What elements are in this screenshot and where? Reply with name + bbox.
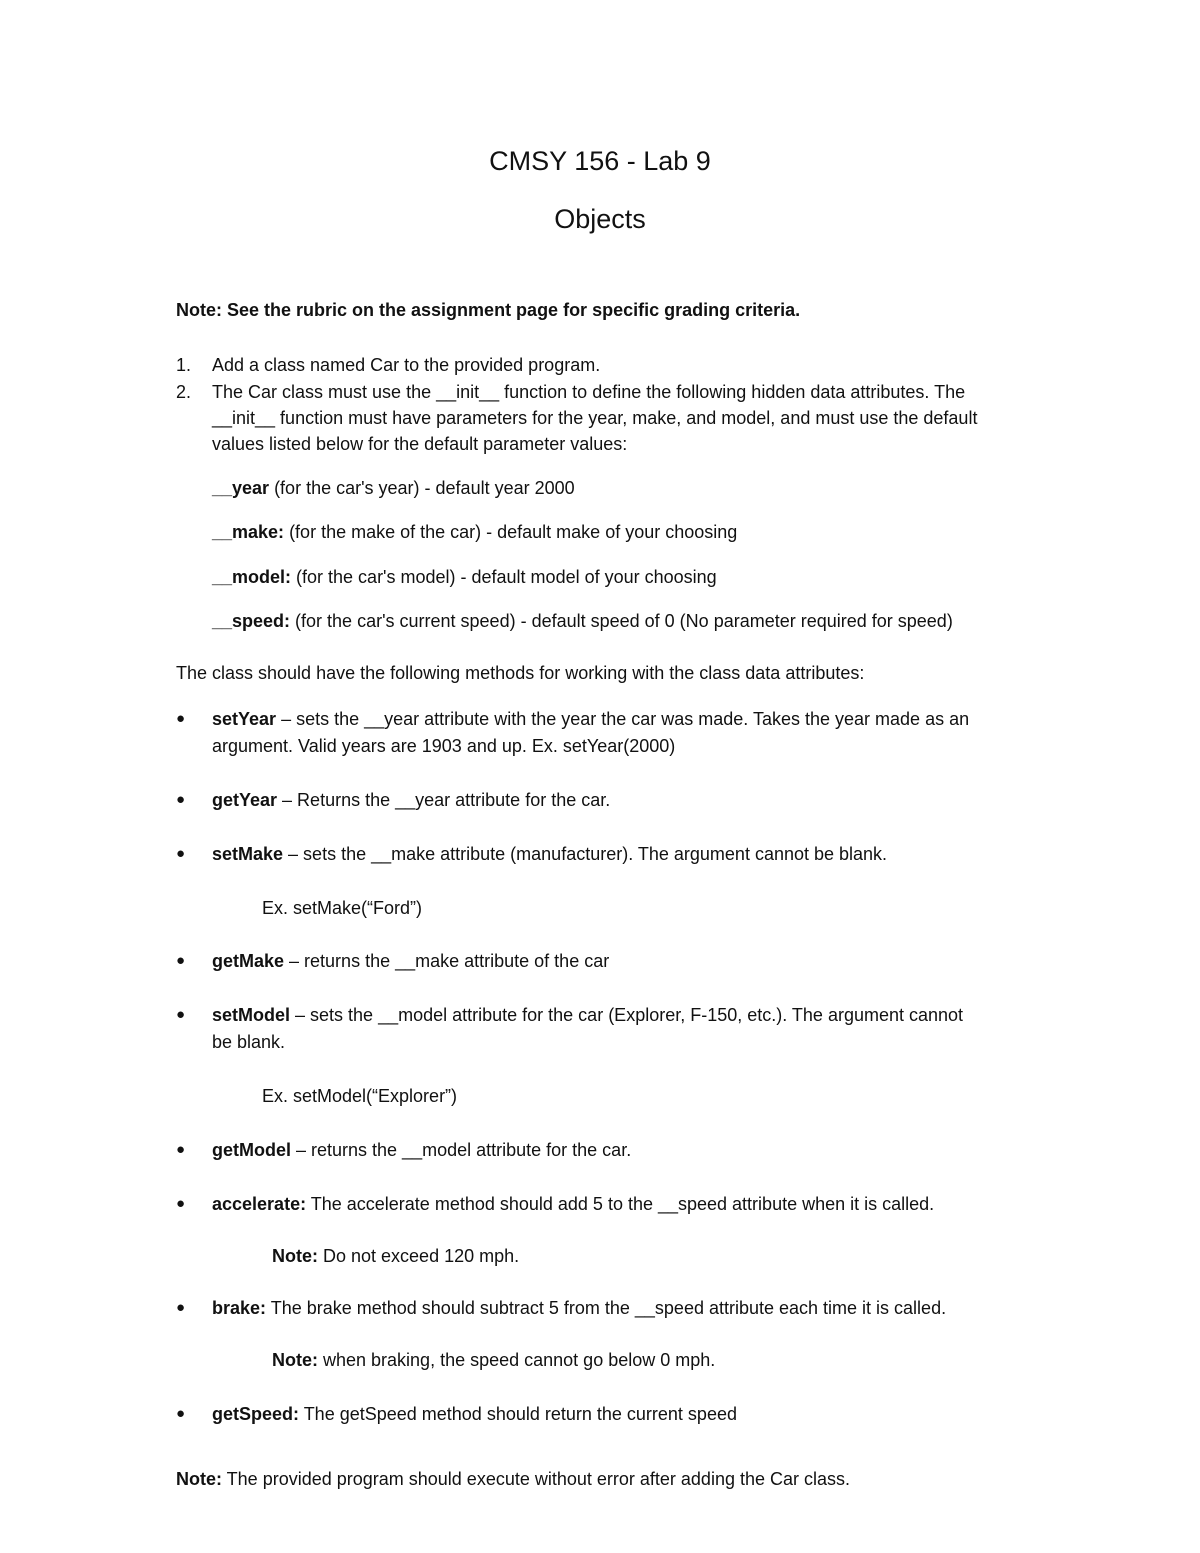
- bullet-icon: ●: [176, 1195, 186, 1212]
- bullet-icon: ●: [176, 845, 186, 862]
- page-title: CMSY 156 - Lab 9: [489, 146, 711, 176]
- attribute-year: [212, 475, 575, 501]
- grading-note: Note: See the rubric on the assignment page for specific grading criteria.: [176, 300, 801, 320]
- attribute-name: __year: [212, 478, 270, 498]
- method-desc: – returns the __model attribute for the car.: [291, 1140, 632, 1160]
- bullet-icon: ●: [176, 1006, 186, 1023]
- attribute-make: [212, 519, 737, 545]
- method-brake-note: [272, 1347, 715, 1373]
- list-item-2-line-3: values listed below for the default parameter values:: [212, 434, 628, 454]
- method-name: getMake: [212, 951, 285, 971]
- note-label: Note:: [272, 1350, 318, 1370]
- method-name: accelerate:: [212, 1194, 307, 1214]
- method-setyear-line-2: argument. Valid years are 1903 and up. Ex. setYear(2000): [212, 736, 676, 756]
- method-name: getSpeed:: [212, 1404, 300, 1424]
- list-item-2-line-2: __init__ function must have parameters for the year, make, and model, and must use the default: [212, 408, 978, 428]
- method-desc: The getSpeed method should return the current speed: [299, 1404, 737, 1424]
- attribute-speed: [212, 608, 953, 634]
- method-setmodel-line-2: be blank.: [212, 1032, 286, 1052]
- list-number-2: 2.: [176, 382, 192, 402]
- method-name: brake:: [212, 1298, 267, 1318]
- bullet-icon: ●: [176, 791, 186, 808]
- method-accelerate-note: [272, 1243, 519, 1269]
- bullet-icon: ●: [176, 710, 186, 727]
- method-name: setYear: [212, 709, 277, 729]
- attribute-desc: (for the make of the car) - default make of your choosing: [284, 522, 738, 542]
- attribute-name: __model:: [212, 567, 292, 587]
- method-desc: – sets the __model attribute for the car (Explorer, F-150, etc.). The argument cannot: [290, 1005, 964, 1025]
- attribute-desc: (for the car's current speed) - default speed of 0 (No parameter required for speed): [290, 611, 953, 631]
- final-note: [176, 1466, 850, 1492]
- method-name: getYear: [212, 790, 278, 810]
- attribute-name: __speed:: [212, 611, 291, 631]
- method-setmake: [212, 841, 887, 867]
- method-getmodel: [212, 1137, 631, 1163]
- page-subtitle: Objects: [554, 204, 646, 234]
- note-label: Note:: [176, 1469, 222, 1489]
- method-name: setModel: [212, 1005, 291, 1025]
- attribute-model: [212, 564, 717, 590]
- method-setmake-example: Ex. setMake(“Ford”): [262, 898, 423, 918]
- method-desc: – sets the __make attribute (manufacturer). The argument cannot be blank.: [283, 844, 888, 864]
- attribute-name: __make:: [212, 522, 285, 542]
- attribute-desc: (for the car's model) - default model of your choosing: [291, 567, 717, 587]
- method-desc: The brake method should subtract 5 from the __speed attribute each time it is called.: [266, 1298, 947, 1318]
- method-setmodel-example: Ex. setModel(“Explorer”): [262, 1086, 458, 1106]
- method-desc: – sets the __year attribute with the year the car was made. Takes the year made as an: [276, 709, 970, 729]
- note-text: The provided program should execute without error after adding the Car class.: [222, 1469, 851, 1489]
- list-item-2-line-1: The Car class must use the __init__ function to define the following hidden data attributes. The: [212, 382, 966, 402]
- method-getyear: [212, 787, 610, 813]
- method-setmodel: [212, 1002, 963, 1028]
- method-accelerate: [212, 1191, 934, 1217]
- method-desc: – returns the __make attribute of the car: [284, 951, 610, 971]
- note-text: when braking, the speed cannot go below 0 mph.: [318, 1350, 716, 1370]
- bullet-icon: ●: [176, 952, 186, 969]
- method-name: getModel: [212, 1140, 291, 1160]
- bullet-icon: ●: [176, 1141, 186, 1158]
- bullet-icon: ●: [176, 1405, 186, 1422]
- note-label: Note:: [272, 1246, 318, 1266]
- methods-intro: The class should have the following methods for working with the class data attributes:: [176, 663, 865, 683]
- note-text: Do not exceed 120 mph.: [318, 1246, 520, 1266]
- method-desc: The accelerate method should add 5 to the __speed attribute when it is called.: [306, 1194, 935, 1214]
- method-desc: – Returns the __year attribute for the car.: [277, 790, 611, 810]
- bullet-icon: ●: [176, 1299, 186, 1316]
- method-getmake: [212, 948, 609, 974]
- attribute-desc: (for the car's year) - default year 2000: [269, 478, 575, 498]
- list-number-1: 1.: [176, 355, 192, 375]
- method-getspeed: [212, 1401, 737, 1427]
- method-brake: [212, 1295, 946, 1321]
- method-setyear: [212, 706, 969, 732]
- method-name: setMake: [212, 844, 284, 864]
- list-item-1-text: Add a class named Car to the provided program.: [212, 355, 601, 375]
